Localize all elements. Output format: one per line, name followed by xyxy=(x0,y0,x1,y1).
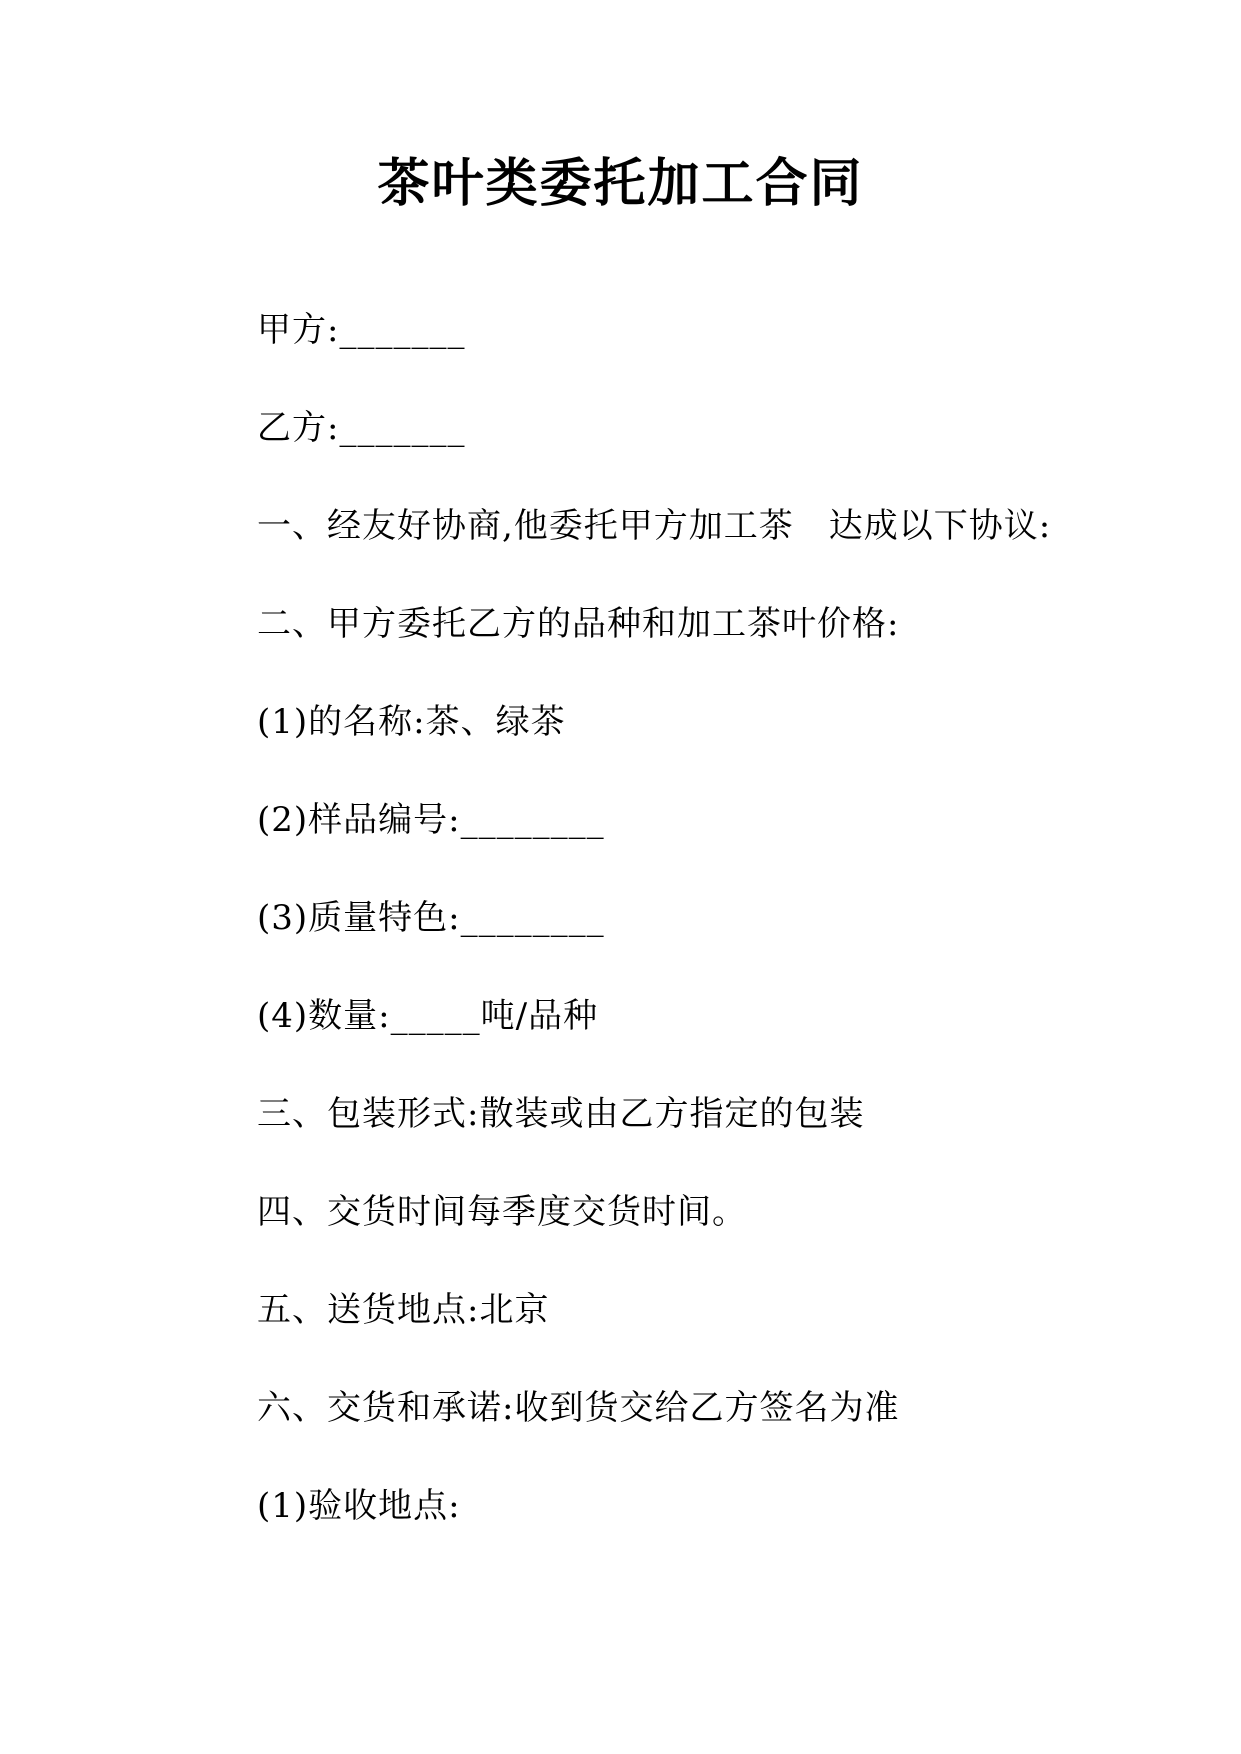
clause-1: 一、经友好协商,他委托甲方加工茶 达成以下协议: xyxy=(257,506,1052,546)
contract-body xyxy=(257,306,1177,1580)
clause-4: 四、交货时间每季度交货时间。 xyxy=(257,1192,747,1232)
clause-2-item-1: (1)的名称:茶、绿茶 xyxy=(257,702,566,742)
clause-2-item-4: (4)数量:_____吨/品种 xyxy=(257,996,599,1036)
clause-3: 三、包装形式:散装或由乙方指定的包装 xyxy=(257,1094,865,1134)
clause-6: 六、交货和承诺:收到货交给乙方签名为准 xyxy=(257,1388,900,1428)
document-title: 茶叶类委托加工合同 xyxy=(377,153,864,214)
party-b-line: 乙方:_______ xyxy=(257,408,466,448)
clause-6-item-1: (1)验收地点: xyxy=(257,1486,461,1526)
clause-2-item-3: (3)质量特色:________ xyxy=(257,898,605,938)
clause-2: 二、甲方委托乙方的品种和加工茶叶价格: xyxy=(257,604,900,644)
clause-2-item-2: (2)样品编号:________ xyxy=(257,800,605,840)
clause-5: 五、送货地点:北京 xyxy=(257,1290,550,1330)
party-a-line: 甲方:_______ xyxy=(257,310,466,350)
